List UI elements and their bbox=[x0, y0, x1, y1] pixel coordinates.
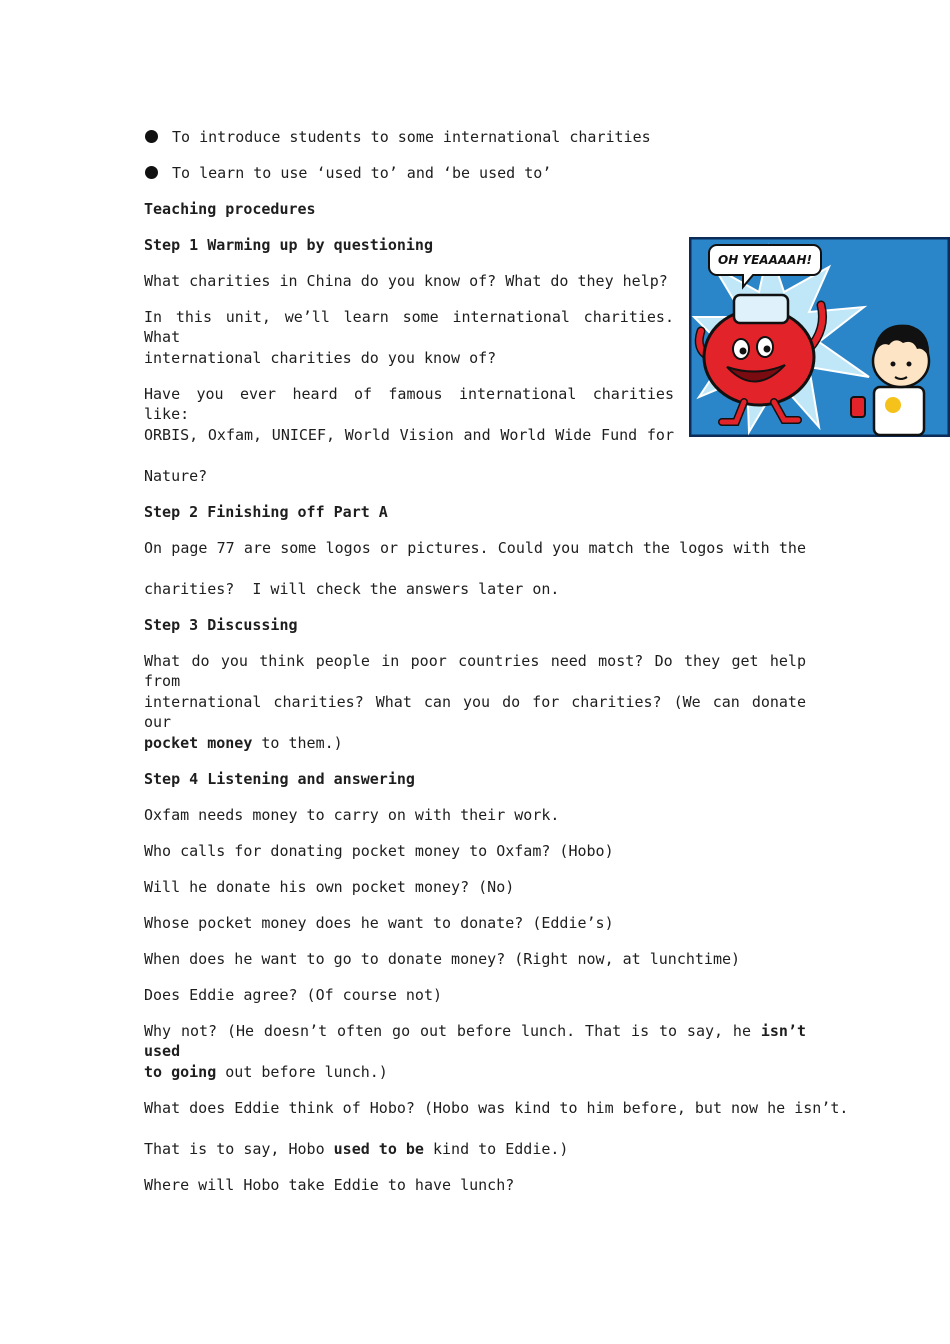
objective-2: To learn to use ‘used to’ and ‘be used to’ bbox=[172, 164, 552, 182]
objective-1: To introduce students to some international charities bbox=[172, 128, 651, 146]
text-span: Why not? (He doesn’t often go out before lunch. That is to say, he bbox=[144, 1022, 761, 1040]
step1-line: Have you ever heard of famous international charities like: bbox=[144, 385, 674, 423]
text-span: That is to say, Hobo bbox=[144, 1140, 334, 1158]
text-span: to them.) bbox=[252, 734, 343, 752]
bold-phrase: pocket money bbox=[144, 734, 253, 752]
step4-line: What does Eddie think of Hobo? (Hobo was kind to him before, but now he isn’t. bbox=[144, 1099, 849, 1117]
procedures-heading: Teaching procedures bbox=[144, 200, 316, 218]
step4-line: Oxfam needs money to carry on with their work. bbox=[144, 806, 560, 824]
step4-line bbox=[144, 1062, 388, 1082]
text-span: kind to Eddie.) bbox=[423, 1140, 569, 1158]
step4-line: Who calls for donating pocket money to Oxfam? (Hobo) bbox=[144, 842, 614, 860]
step4-heading: Step 4 Listening and answering bbox=[144, 770, 415, 788]
step1-line: international charities do you know of? bbox=[144, 349, 497, 367]
step3-line: international charities? What can you do for charities? (We can donate our bbox=[144, 693, 806, 731]
step2-line: charities? I will check the answers later on. bbox=[144, 580, 560, 598]
step1-line: ORBIS, Oxfam, UNICEF, World Vision and World Wide Fund for bbox=[144, 426, 674, 444]
step1-line: Nature? bbox=[144, 467, 208, 485]
step1-line: What charities in China do you know of? What do they help? bbox=[144, 272, 668, 290]
step3-line: What do you think people in poor countries need most? Do they get help from bbox=[144, 652, 806, 690]
text-span: out before lunch.) bbox=[216, 1063, 388, 1081]
cartoon-image bbox=[689, 237, 950, 437]
step4-line bbox=[144, 1021, 806, 1061]
bold-phrase: to going bbox=[144, 1063, 217, 1081]
speech-bubble-text: OH YEAAAAH! bbox=[718, 253, 812, 267]
step4-line: When does he want to go to donate money? (Right now, at lunchtime) bbox=[144, 950, 741, 968]
step1-heading: Step 1 Warming up by questioning bbox=[144, 236, 433, 254]
bold-phrase: isn’t used bbox=[144, 1022, 806, 1060]
step2-line: On page 77 are some logos or pictures. Could you match the logos with the bbox=[144, 539, 806, 557]
step4-line: Will he donate his own pocket money? (No) bbox=[144, 878, 515, 896]
step4-line bbox=[144, 1139, 568, 1159]
step3-heading: Step 3 Discussing bbox=[144, 616, 298, 634]
bold-phrase: used to be bbox=[333, 1140, 424, 1158]
step4-line: Whose pocket money does he want to donate? (Eddie’s) bbox=[144, 914, 614, 932]
step2-heading: Step 2 Finishing off Part A bbox=[144, 503, 388, 521]
step3-line bbox=[144, 733, 343, 753]
bullet-icon bbox=[145, 130, 158, 143]
step1-line: In this unit, we’ll learn some international charities. What bbox=[144, 308, 674, 346]
step4-line: Does Eddie agree? (Of course not) bbox=[144, 986, 443, 1004]
bullet-icon bbox=[145, 166, 158, 179]
step4-line: Where will Hobo take Eddie to have lunch? bbox=[144, 1176, 515, 1194]
